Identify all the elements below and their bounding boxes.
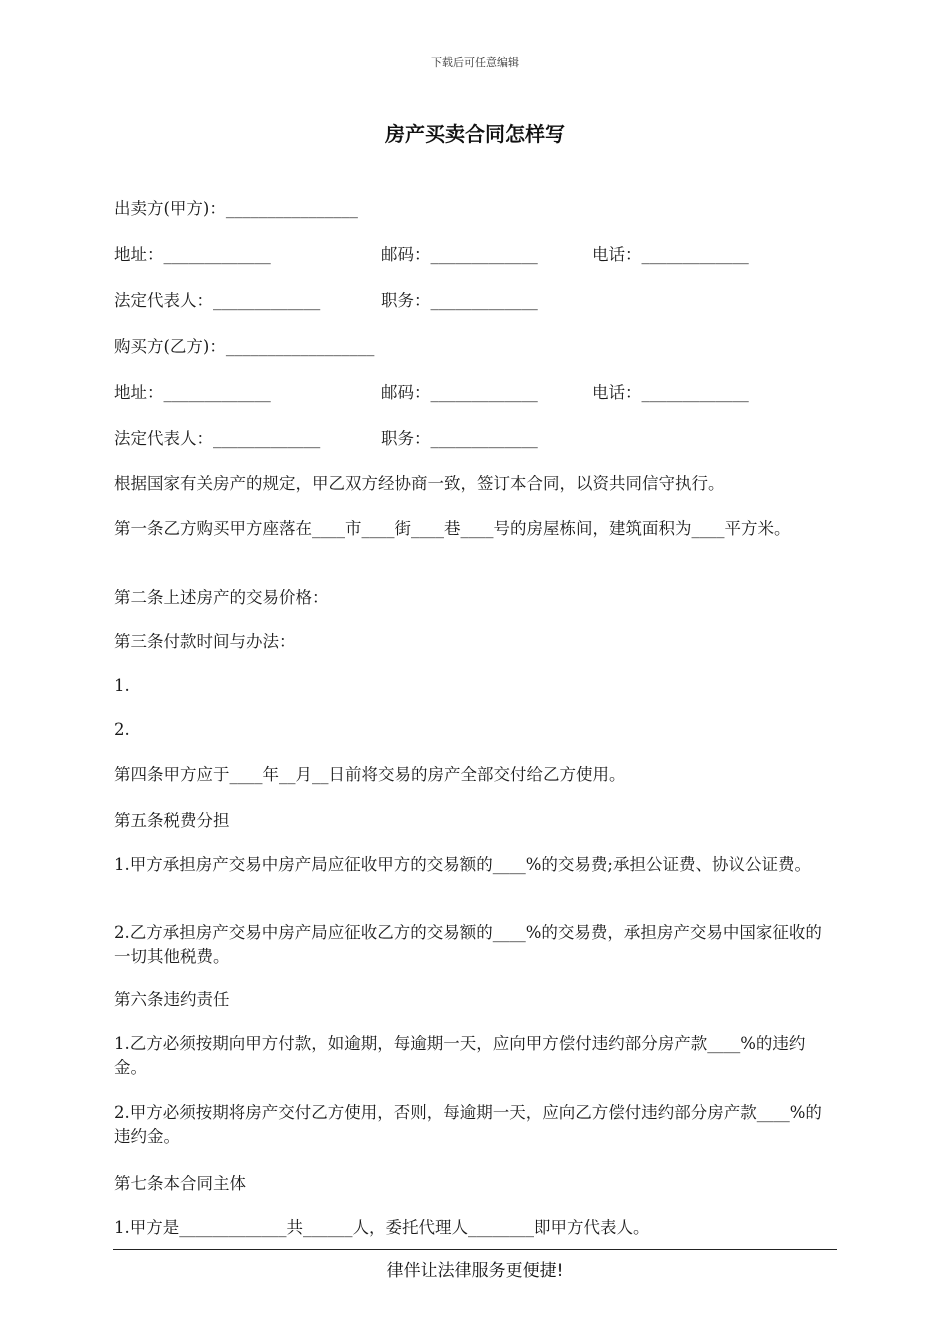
- buyer-address: 地址：_____________: [114, 383, 271, 402]
- article-6-item-1: 1.乙方必须按期向甲方付款，如逾期，每逾期一天，应向甲方偿付违约部分房产款____%的违约金。: [114, 1034, 806, 1077]
- footer-slogan: 律伴让法律服务更便捷!: [386, 1261, 564, 1281]
- seller-label: 出卖方(甲方)：________________: [114, 199, 358, 218]
- seller-postcode: 邮码：_____________: [381, 245, 538, 264]
- article-1: 第一条乙方购买甲方座落在____市____街____巷____号的房屋栋间，建筑面积为____平方米。: [114, 519, 791, 538]
- article-7-item-1: 1.甲方是_____________共______人，委托代理人________即甲方代表人。: [114, 1218, 650, 1237]
- article-5: 第五条税费分担: [114, 811, 230, 830]
- article-7: 第七条本合同主体: [114, 1174, 246, 1193]
- buyer-label: 购买方(乙方)：__________________: [114, 337, 375, 356]
- article-3-item-1: 1.: [114, 676, 130, 695]
- article-3-item-2: 2.: [114, 720, 130, 739]
- article-6-item-2: 2.甲方必须按期将房产交付乙方使用，否则，每逾期一天，应向乙方偿付违约部分房产款____%的违约金。: [114, 1103, 822, 1146]
- header-note: 下载后可任意编辑: [431, 56, 519, 69]
- article-5-item-2: 2.乙方承担房产交易中房产局应征收乙方的交易额的____%的交易费，承担房产交易中国家征收的一切其他税费。: [114, 923, 822, 966]
- document-title: 房产买卖合同怎样写: [385, 122, 565, 146]
- article-2: 第二条上述房产的交易价格：: [114, 588, 329, 607]
- seller-representative: 法定代表人：_____________: [114, 291, 321, 310]
- intro-paragraph: 根据国家有关房产的规定，甲乙双方经协商一致，签订本合同，以资共同信守执行。: [114, 474, 725, 493]
- article-4: 第四条甲方应于____年__月__日前将交易的房产全部交付给乙方使用。: [114, 765, 626, 784]
- article-6: 第六条违约责任: [114, 990, 230, 1009]
- article-3: 第三条付款时间与办法：: [114, 632, 296, 651]
- seller-phone: 电话：_____________: [592, 245, 749, 264]
- seller-position: 职务：_____________: [381, 291, 538, 310]
- buyer-position: 职务：_____________: [381, 429, 538, 448]
- seller-address: 地址：_____________: [114, 245, 271, 264]
- buyer-phone: 电话：_____________: [592, 383, 749, 402]
- footer-divider: [113, 1249, 837, 1250]
- buyer-representative: 法定代表人：_____________: [114, 429, 321, 448]
- article-5-item-1: 1.甲方承担房产交易中房产局应征收甲方的交易额的____%的交易费;承担公证费、协议公证费。: [114, 855, 811, 874]
- buyer-postcode: 邮码：_____________: [381, 383, 538, 402]
